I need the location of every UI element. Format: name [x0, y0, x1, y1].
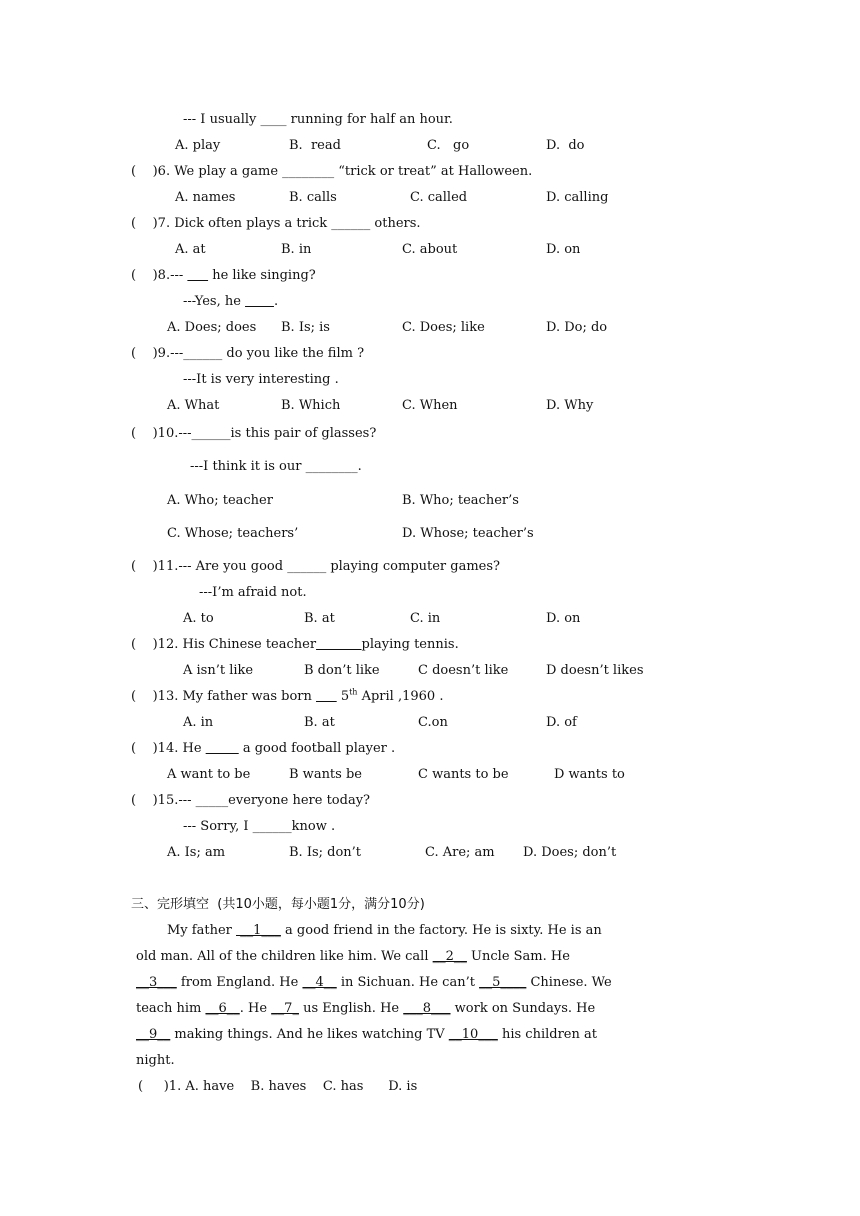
q11-option-d: D. on	[546, 611, 581, 626]
q13-stem: ( )13. My father was born 5th April ,1960 .	[131, 687, 444, 704]
q8-blank	[187, 268, 208, 283]
q6-stem: ( )6. We play a game ________ “trick or treat” at Halloween.	[131, 164, 533, 179]
q14-option-c: C wants to be	[418, 767, 509, 782]
q5-option-a: A. play	[175, 138, 221, 153]
q8-stem: ( )8.--- he like singing?	[131, 268, 316, 283]
q6-option-b: B. calls	[289, 190, 337, 205]
cloze-blank-9: __9__	[136, 1027, 171, 1042]
q15-option-a: A. Is; am	[167, 845, 226, 860]
q7-option-c: C. about	[402, 242, 458, 257]
q11-stem: ( )11.--- Are you good ______ playing computer games?	[131, 559, 501, 574]
q6-option-c: C. called	[410, 190, 468, 205]
cloze-line-1: My father __1___ a good friend in the factory. He is sixty. He is an	[167, 923, 602, 938]
q14-stem: ( )14. He a good football player .	[131, 741, 396, 756]
q14-option-a: A want to be	[167, 767, 251, 782]
cloze-line-4: teach him __6__. He __7_ us English. He ___8___ work on Sundays. He	[136, 1001, 596, 1016]
q8-option-b: B. Is; is	[281, 320, 330, 335]
q8-option-c: C. Does; like	[402, 320, 485, 335]
q14-option-b: B wants be	[289, 767, 362, 782]
cloze-line-3: __3___ from England. He __4__ in Sichuan. He can’t __5____ Chinese. We	[136, 975, 612, 990]
q12-option-b: B don’t like	[304, 663, 380, 678]
q9-option-d: D. Why	[546, 398, 594, 413]
cloze-blank-6: __6__	[205, 1001, 240, 1016]
q6-option-a: A. names	[175, 190, 236, 205]
q10-reply: ---I think it is our ________.	[190, 459, 362, 474]
q10-stem: ( )10.---______is this pair of glasses?	[131, 426, 377, 441]
q15-option-c: C. Are; am	[425, 845, 495, 860]
q7-option-b: B. in	[281, 242, 312, 257]
q7-option-d: D. on	[546, 242, 581, 257]
q13-option-b: B. at	[304, 715, 335, 730]
q13-option-d: D. of	[546, 715, 577, 730]
q8-option-d: D. Do; do	[546, 320, 608, 335]
q5-option-b: B. read	[289, 138, 341, 153]
q10-option-c: C. Whose; teachers’	[167, 526, 299, 541]
cloze-blank-4: __4__	[302, 975, 337, 990]
cloze-blank-1: __1___	[236, 923, 281, 938]
q15-reply: --- Sorry, I ______know .	[183, 819, 336, 834]
q13-option-a: A. in	[183, 715, 214, 730]
q12-stem: ( )12. His Chinese teacher playing tennis.	[131, 637, 459, 652]
q6-option-d: D. calling	[546, 190, 609, 205]
q13-option-c: C.on	[418, 715, 448, 730]
q11-option-a: A. to	[183, 611, 214, 626]
q13-blank	[316, 689, 337, 704]
q9-option-a: A. What	[167, 398, 220, 413]
cloze-blank-10: __10___	[448, 1027, 498, 1042]
q7-stem: ( )7. Dick often plays a trick ______ others.	[131, 216, 421, 231]
q9-stem: ( )9.---______ do you like the film ?	[131, 346, 365, 361]
cloze-blank-7: __7_	[271, 1001, 299, 1016]
q11-reply: ---I’m afraid not.	[199, 585, 307, 600]
q15-option-d: D. Does; don’t	[523, 845, 617, 860]
q12-option-a: A isn’t like	[183, 663, 254, 678]
cloze-q1: ( )1. A. have B. haves C. has D. is	[138, 1079, 418, 1094]
q5-answer-line: --- I usually ____ running for half an hour.	[183, 112, 453, 127]
q9-reply: ---It is very interesting .	[183, 372, 339, 387]
q12-blank	[316, 637, 361, 652]
q7-option-a: A. at	[175, 242, 206, 257]
q5-option-d: D. do	[546, 138, 585, 153]
q8-option-a: A. Does; does	[167, 320, 257, 335]
q9-option-b: B. Which	[281, 398, 341, 413]
section3-heading: 三、完形填空 (共10小题，每小题1分，满分10分)	[131, 897, 425, 912]
q5-option-c: C. go	[427, 138, 470, 153]
q12-option-d: D doesn’t likes	[546, 663, 644, 678]
q11-option-c: C. in	[410, 611, 441, 626]
cloze-blank-2: __2__	[432, 949, 467, 964]
q8-reply-blank	[245, 294, 274, 309]
cloze-blank-5: __5____	[479, 975, 527, 990]
q10-option-d: D. Whose; teacher’s	[402, 526, 534, 541]
q15-stem: ( )15.--- _____everyone here today?	[131, 793, 371, 808]
q9-option-c: C. When	[402, 398, 458, 413]
cloze-blank-3: __3___	[136, 975, 177, 990]
q14-option-d: D wants to	[554, 767, 625, 782]
q14-blank	[206, 741, 239, 756]
q12-option-c: C doesn’t like	[418, 663, 509, 678]
cloze-line-2: old man. All of the children like him. We call __2__ Uncle Sam. He	[136, 949, 570, 964]
cloze-line-6: night.	[136, 1053, 175, 1068]
cloze-line-5: __9__ making things. And he likes watching TV __10___ his children at	[136, 1027, 597, 1042]
q10-option-b: B. Who; teacher’s	[402, 493, 519, 508]
q10-option-a: A. Who; teacher	[167, 493, 273, 508]
cloze-blank-8: ___8___	[403, 1001, 451, 1016]
q11-option-b: B. at	[304, 611, 335, 626]
q8-reply: ---Yes, he .	[183, 294, 279, 309]
q13-ordinal-suffix: th	[349, 687, 358, 697]
q15-option-b: B. Is; don’t	[289, 845, 362, 860]
